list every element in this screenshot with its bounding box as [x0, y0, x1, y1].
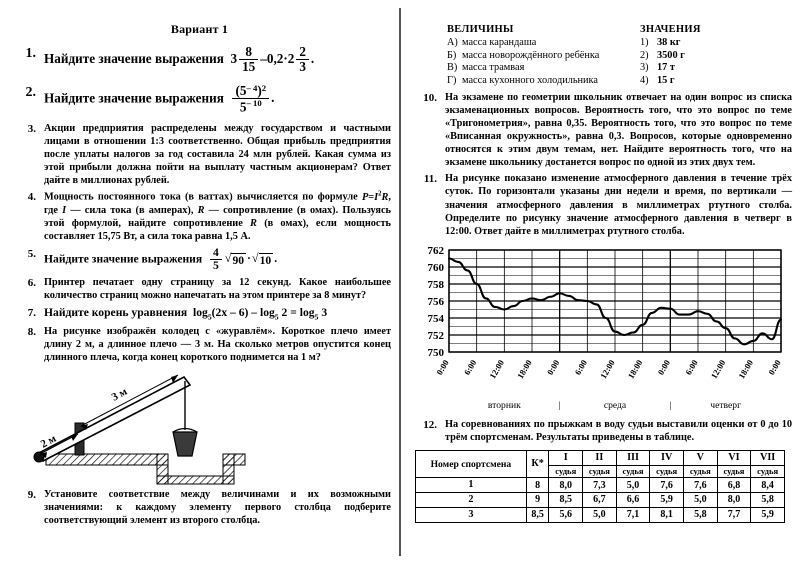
cell-score: 6,7 — [583, 493, 617, 508]
pressure-line-chart — [415, 244, 787, 416]
header-judge-5: V — [684, 450, 718, 465]
problem-8-text: На рисунке изображён колодец с «журавлём». Короткое плечо имеет длину 2 м, а длинное плечо — 3 м. На сколько метров опустится конец длинного плеча, когда конец короткого поднимется на 1 м? — [44, 326, 391, 364]
p2-denominator: $5^{- 10}$ — [239, 97, 262, 114]
cell-score: 5,6 — [549, 507, 583, 522]
cell-k: 8,5 — [526, 507, 549, 522]
cell-score: 7,3 — [583, 478, 617, 493]
x-axis-tick-label: 6:00 — [683, 357, 700, 377]
x-axis-tick-label: 12:00 — [487, 357, 507, 381]
list-item — [447, 50, 640, 61]
p2-period: . — [271, 90, 275, 106]
well-sweep-figure — [18, 368, 399, 486]
p5-period: . — [274, 252, 278, 266]
problem-10-number: 10. — [423, 92, 437, 104]
problem-2-body — [44, 84, 391, 114]
problem-7-equation: $\log_5(2x - 6) - \log_5 2 = \log_5 3$ — [192, 306, 328, 322]
list-item — [447, 37, 640, 48]
header-athlete-number: Номер спортсмена — [416, 450, 527, 478]
problem-9 — [10, 488, 391, 527]
quantity-key: В) — [447, 62, 458, 73]
subheader-judge-4: судья — [650, 465, 684, 478]
p1-a-int: 3 — [230, 50, 238, 66]
y-axis-tick-label: 760 — [427, 261, 444, 274]
problem-4-text — [44, 190, 391, 243]
cell-k: 9 — [526, 493, 549, 508]
quantity-key: Б) — [447, 49, 457, 61]
problem-10-text: На экзамене по геометрии школьник отвечает на один вопрос из списка экзаменационных вопросов. Вероятность того, что это вопрос по теме «Тригонометрия», равна 0,35. Вероятность того, что это вопрос по теме «Вписанная окружность», равна 0,3. Вопросов, которые одновременно относятся к этим двум темам, нет. Найдите вероятность того, что на экзамене школьнику достанется вопрос по одной из этих двух тем. — [445, 92, 792, 169]
list-item — [640, 50, 790, 61]
p4-text-3: — сила тока (в амперах), — [70, 204, 194, 216]
x-axis-tick-label: 0:00 — [766, 357, 783, 377]
cell-score: 5,0 — [583, 507, 617, 522]
header-k: К* — [526, 450, 549, 478]
problem-5 — [10, 247, 391, 272]
value-text: 17 т — [657, 62, 675, 73]
subheader-judge-7: судья — [751, 465, 785, 478]
table-row — [416, 478, 785, 493]
problem-3-text: Акции предприятия распределены между государством и частными лицами в отношении 1:3 соответственно. Общая прибыль предприятия после уплаты налогов за год составила 24 млн рублей. Какая сумма из этой прибыли должна пойти на выплату частным акционерам? Ответ дайте в миллионах рублей. — [44, 122, 391, 187]
problem-2-lead: Найдите значение выражения — [44, 90, 224, 106]
problem-8-number: 8. — [27, 326, 36, 339]
cell-score: 7,1 — [616, 507, 650, 522]
p5-radical-2: √ 10 — [251, 250, 272, 267]
x-axis-tick-label: 12:00 — [708, 357, 728, 381]
cell-score: 7,6 — [684, 478, 718, 493]
p1-period: . — [310, 50, 315, 66]
problem-12 — [405, 418, 792, 444]
cell-score: 7,7 — [717, 507, 751, 522]
p5-frac: $\frac{4}{5}$ — [210, 247, 222, 272]
dimension-long-arm — [81, 375, 178, 430]
cell-score: 5,0 — [616, 478, 650, 493]
problem-5-number: 5. — [27, 247, 36, 260]
scores-table-body — [416, 478, 785, 522]
problem-7 — [10, 306, 391, 322]
p1-minus: – — [260, 50, 267, 66]
value-key: 4) — [640, 74, 649, 86]
quantity-text: масса новорождённого ребёнка — [462, 49, 600, 61]
p4-text-4: — сопротивление (в омах). Пользуясь этой формулой, найдите сопротивление — [44, 204, 391, 229]
cell-score: 5,9 — [751, 507, 785, 522]
value-text: 38 кг — [657, 37, 681, 48]
cell-score: 8,0 — [717, 493, 751, 508]
day-separator: | — [669, 399, 672, 411]
quantity-key: А) — [447, 37, 458, 48]
x-axis-tick-label: 18:00 — [515, 357, 534, 381]
problem-10 — [405, 91, 792, 169]
x-axis-tick-label: 12:00 — [598, 357, 617, 381]
subheader-judge-5: судья — [684, 465, 718, 478]
list-item — [447, 62, 640, 73]
header-judge-3: III — [616, 450, 650, 465]
problem-1-expression — [227, 45, 314, 74]
value-text: 15 г — [657, 74, 675, 86]
problem-6-text: Принтер печатает одну страницу за 12 секунд. Какое наибольшее количество страниц можно напечатать на этом принтере за 8 минут? — [44, 277, 391, 302]
quantity-key: Г) — [447, 74, 457, 86]
cell-score: 8,5 — [549, 493, 583, 508]
quantities-heading: ВЕЛИЧИНЫ — [447, 24, 514, 35]
quantity-text: масса карандаша — [462, 37, 537, 48]
problem-7-body — [44, 306, 391, 322]
p4-text-2: , где — [44, 191, 391, 216]
cell-score: 6,6 — [616, 493, 650, 508]
scores-table-wrapper — [415, 450, 792, 523]
scores-table — [415, 450, 785, 523]
values-heading: ЗНАЧЕНИЯ — [640, 24, 701, 35]
cell-athlete: 2 — [416, 493, 527, 508]
problem-3-number: 3. — [27, 122, 36, 135]
x-axis-tick-label: 18:00 — [736, 357, 756, 381]
cell-k: 8 — [526, 478, 549, 493]
problem-2 — [10, 84, 391, 114]
cell-score: 7,6 — [650, 478, 684, 493]
problem-9-number: 9. — [27, 488, 36, 501]
table-header-row — [416, 450, 785, 465]
problem-11-number: 11. — [423, 173, 437, 186]
p4-var-i: I — [62, 204, 67, 216]
subheader-judge-3: судья — [616, 465, 650, 478]
p4-text-5: (в омах), если мощность составляет 15,75 Вт, а сила тока равна 1,5 А. — [44, 217, 391, 242]
problem-7-lead: Найдите корень уравнения — [44, 306, 188, 320]
p2-numerator: ( 5 – 4 ) 2 — [232, 84, 269, 99]
problem-12-number: 12. — [423, 418, 437, 431]
label-short-arm: 2 м — [38, 432, 59, 451]
header-judge-4: IV — [650, 450, 684, 465]
p1-b-int: 2 — [287, 50, 295, 66]
y-axis-tick-label: 758 — [427, 278, 444, 291]
p1-frac-a: $\frac{8}{15}$ — [239, 45, 258, 74]
header-judge-2: II — [583, 450, 617, 465]
cell-athlete: 3 — [416, 507, 527, 522]
p4-var-r: R — [197, 204, 205, 216]
header-judge-1: I — [549, 450, 583, 465]
problem-4-number: 4. — [27, 191, 36, 204]
list-item — [640, 75, 790, 86]
cell-score: 5,0 — [684, 493, 718, 508]
subheader-judge-6: судья — [717, 465, 751, 478]
p5-radical-1: √ 90 — [224, 250, 245, 267]
problem-11-text: На рисунке показано изменение атмосферного давления в течение трёх суток. По горизонтали указаны дни недели и время, по вертикали — значения атмосферного давления в миллиметрах ртутного столба. Определите по рисунку значение атмосферного давления в четверг в 12:00. Ответ дайте в миллиметрах ртутного столба. — [445, 173, 792, 237]
problem-1-lead: Найдите значение выражения — [44, 50, 224, 66]
problem-5-body — [44, 247, 391, 272]
problem-6 — [10, 276, 391, 302]
cell-athlete: 1 — [416, 478, 527, 493]
problem-1 — [10, 45, 391, 74]
day-separator: | — [558, 399, 561, 411]
quantity-text: масса трамвая — [462, 62, 525, 73]
y-axis-tick-label: 750 — [427, 346, 444, 359]
x-axis-tick-label: 0:00 — [544, 357, 562, 377]
value-key: 1) — [640, 37, 649, 48]
subheader-judge-1: судья — [549, 465, 583, 478]
p2-frac — [232, 84, 269, 114]
ground-hatching — [46, 454, 245, 484]
cell-score: 6,8 — [717, 478, 751, 493]
atmospheric-pressure-chart — [415, 244, 800, 416]
problem-3 — [10, 122, 391, 187]
y-axis-tick-label: 752 — [427, 329, 444, 342]
x-axis-tick-label: 6:00 — [461, 357, 479, 377]
p1-frac-b: $\frac{2}{3}$ — [296, 45, 309, 74]
table-row — [416, 493, 785, 508]
problem-1-number: 1. — [25, 46, 36, 61]
bucket — [173, 432, 197, 456]
label-long-arm: 3 м — [109, 385, 130, 404]
table-row — [416, 507, 785, 522]
cell-score: 8,1 — [650, 507, 684, 522]
list-item — [640, 62, 790, 73]
problem-4 — [10, 190, 391, 243]
matching-lists — [447, 24, 790, 87]
value-text: 3500 г — [657, 49, 685, 61]
day-label: четверг — [710, 399, 742, 411]
y-axis-tick-label: 756 — [427, 295, 444, 308]
problem-6-number: 6. — [27, 277, 36, 290]
problem-2-expression — [227, 84, 274, 114]
value-key: 3) — [640, 62, 649, 73]
p5-dot: · — [247, 252, 251, 266]
cell-score: 5,8 — [751, 493, 785, 508]
y-axis-tick-label: 762 — [427, 244, 444, 257]
value-key: 2) — [640, 49, 649, 61]
list-item — [640, 37, 790, 48]
problem-5-lead: Найдите значение выражения — [44, 252, 203, 266]
lever-beam — [37, 377, 190, 461]
p1-decimal: 0,2 — [266, 50, 284, 66]
x-axis-tick-label: 0:00 — [655, 357, 673, 377]
p1-dot: · — [283, 50, 288, 66]
quantities-column — [447, 24, 640, 87]
y-axis-tick-label: 754 — [427, 312, 444, 325]
subheader-judge-2: судья — [583, 465, 617, 478]
scores-table-head — [416, 450, 785, 478]
cell-score: 8,0 — [549, 478, 583, 493]
problem-11 — [405, 172, 792, 237]
day-label: вторник — [487, 399, 521, 411]
cell-score: 8,4 — [751, 478, 785, 493]
problem-5-expression — [205, 247, 277, 272]
page-title: Вариант 1 — [170, 22, 229, 36]
header-judge-7: VII — [751, 450, 785, 465]
right-column — [401, 0, 800, 566]
values-column — [640, 24, 790, 87]
problem-2-number: 2. — [25, 84, 36, 100]
day-label: среда — [603, 399, 627, 411]
well-sweep-diagram — [18, 368, 318, 486]
x-axis-tick-label: 0:00 — [434, 357, 451, 377]
header-judge-6: VI — [717, 450, 751, 465]
p4-formula: $P=I^2R$ — [361, 190, 389, 203]
problem-7-number: 7. — [27, 307, 36, 320]
problem-9-text: Установите соответствие между величинами и их возможными значениями: к каждому элементу первого столбца подберите соответствующий элемент из второго столбца. — [44, 488, 391, 526]
left-column — [0, 0, 399, 566]
cell-score: 5,9 — [650, 493, 684, 508]
p4-text-1: Мощность постоянного тока (в ваттах) вычисляется по формуле — [44, 191, 358, 203]
problem-12-text: На соревнованиях по прыжкам в воду судьи выставили оценки от 0 до 10 трём спортсменам. Результаты приведены в таблице. — [445, 418, 792, 443]
x-axis-tick-label: 18:00 — [625, 357, 645, 381]
p4-var-r2: R — [250, 217, 257, 229]
problem-1-body — [44, 45, 391, 74]
problem-8 — [10, 325, 391, 364]
list-item — [447, 75, 640, 86]
x-axis-tick-label: 6:00 — [572, 357, 590, 377]
cell-score: 5,8 — [684, 507, 718, 522]
quantity-text: масса кухонного холодильника — [462, 74, 598, 86]
